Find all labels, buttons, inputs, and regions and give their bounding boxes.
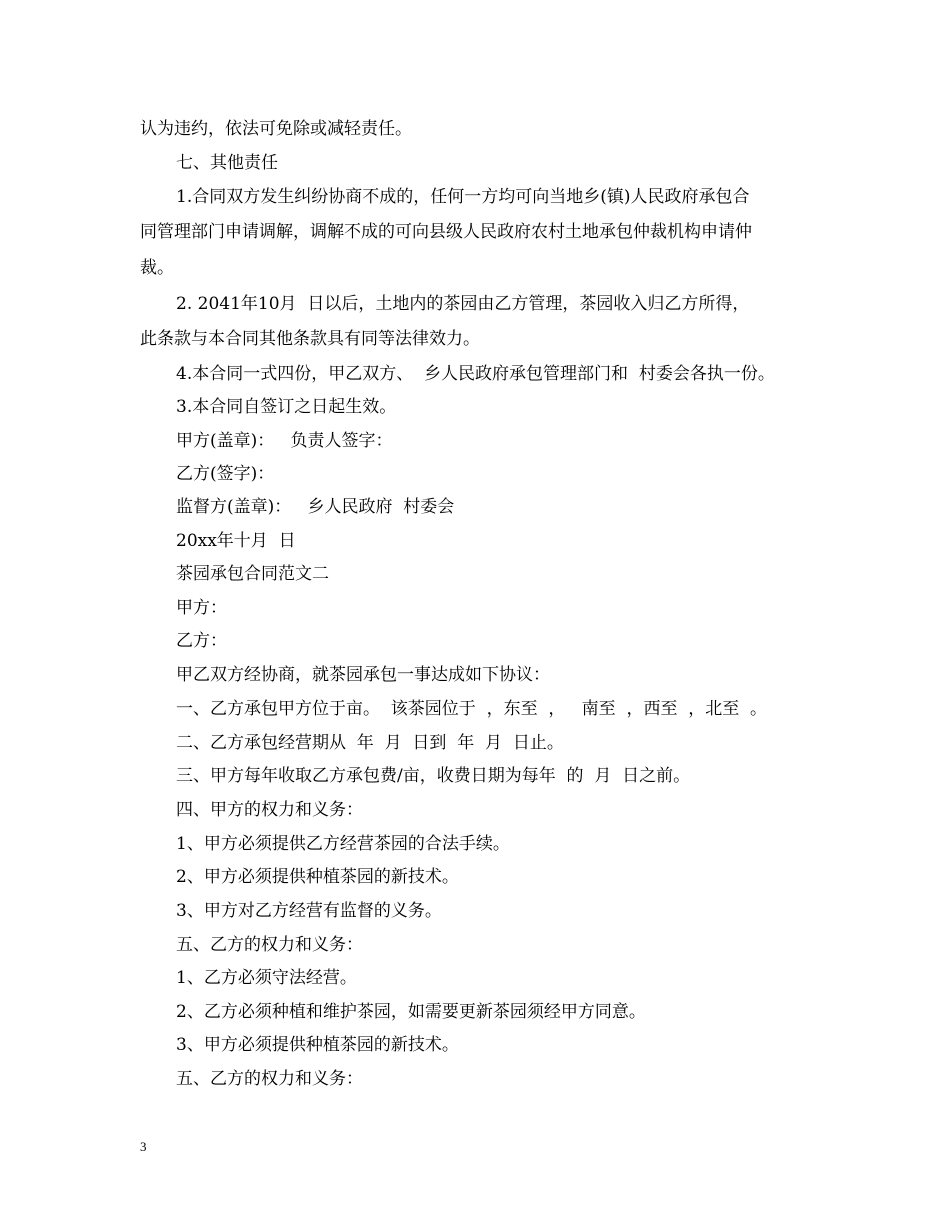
party-b-line: 乙方： xyxy=(176,631,227,651)
text-line: 1.合同双方发生纠纷协商不成的，任何一方均可向当地乡(镇)人民政府承包合 xyxy=(176,187,750,207)
clause-item: 1、甲方必须提供乙方经营茶园的合法手续。 xyxy=(176,834,510,854)
clause-line: 一、乙方承包甲方位于亩。 该茶园位于 ，东至 ， 南至 ，西至 ，北至 。 xyxy=(176,699,768,719)
signature-supervisor: 监督方(盖章)： 乡人民政府 村委会 xyxy=(176,497,455,517)
text-line: 4.本合同一式四份，甲乙双方、 乡人民政府承包管理部门和 村委会各执一份。 xyxy=(176,364,775,384)
text-line: 认为违约，依法可免除或减轻责任。 xyxy=(140,119,412,139)
text-line: 同管理部门申请调解，调解不成的可向县级人民政府农村土地承包仲裁机构申请仲 xyxy=(140,222,752,242)
clause-item: 1、乙方必须守法经营。 xyxy=(176,968,357,988)
clause-heading: 四、甲方的权力和义务： xyxy=(176,800,363,820)
clause-line: 三、甲方每年收取乙方承包费/亩，收费日期为每年 的 月 日之前。 xyxy=(176,766,691,786)
clause-line: 二、乙方承包经营期从 年 月 日到 年 月 日止。 xyxy=(176,733,564,753)
text-line: 裁。 xyxy=(140,258,174,278)
signature-party-a: 甲方(盖章)： 负责人签字： xyxy=(176,431,393,451)
page-number: 3 xyxy=(140,1139,147,1154)
text-line: 3.本合同自签订之日起生效。 xyxy=(176,397,397,417)
clause-item: 3、甲方必须提供种植茶园的新技术。 xyxy=(176,1035,459,1055)
section-title: 茶园承包合同范文二 xyxy=(176,564,329,584)
signature-party-b: 乙方(签字)： xyxy=(176,464,275,484)
text-line: 2. 2041年10月 日以后，土地内的茶园由乙方管理，茶园收入归乙方所得， xyxy=(176,294,750,314)
text-line: 此条款与本合同其他条款具有同等法律效力。 xyxy=(140,329,480,349)
party-a-line: 甲方： xyxy=(176,598,227,618)
clause-heading: 五、乙方的权力和义务： xyxy=(176,1069,363,1089)
section-heading: 七、其他责任 xyxy=(176,153,278,173)
clause-heading: 五、乙方的权力和义务： xyxy=(176,935,363,955)
date-line: 20xx年十月 日 xyxy=(176,531,296,551)
text-line: 甲乙双方经协商，就茶园承包一事达成如下协议： xyxy=(176,665,550,685)
clause-item: 2、乙方必须种植和维护茶园，如需要更新茶园须经甲方同意。 xyxy=(176,1002,646,1022)
clause-item: 3、甲方对乙方经营有监督的义务。 xyxy=(176,901,442,921)
clause-item: 2、甲方必须提供种植茶园的新技术。 xyxy=(176,867,459,887)
